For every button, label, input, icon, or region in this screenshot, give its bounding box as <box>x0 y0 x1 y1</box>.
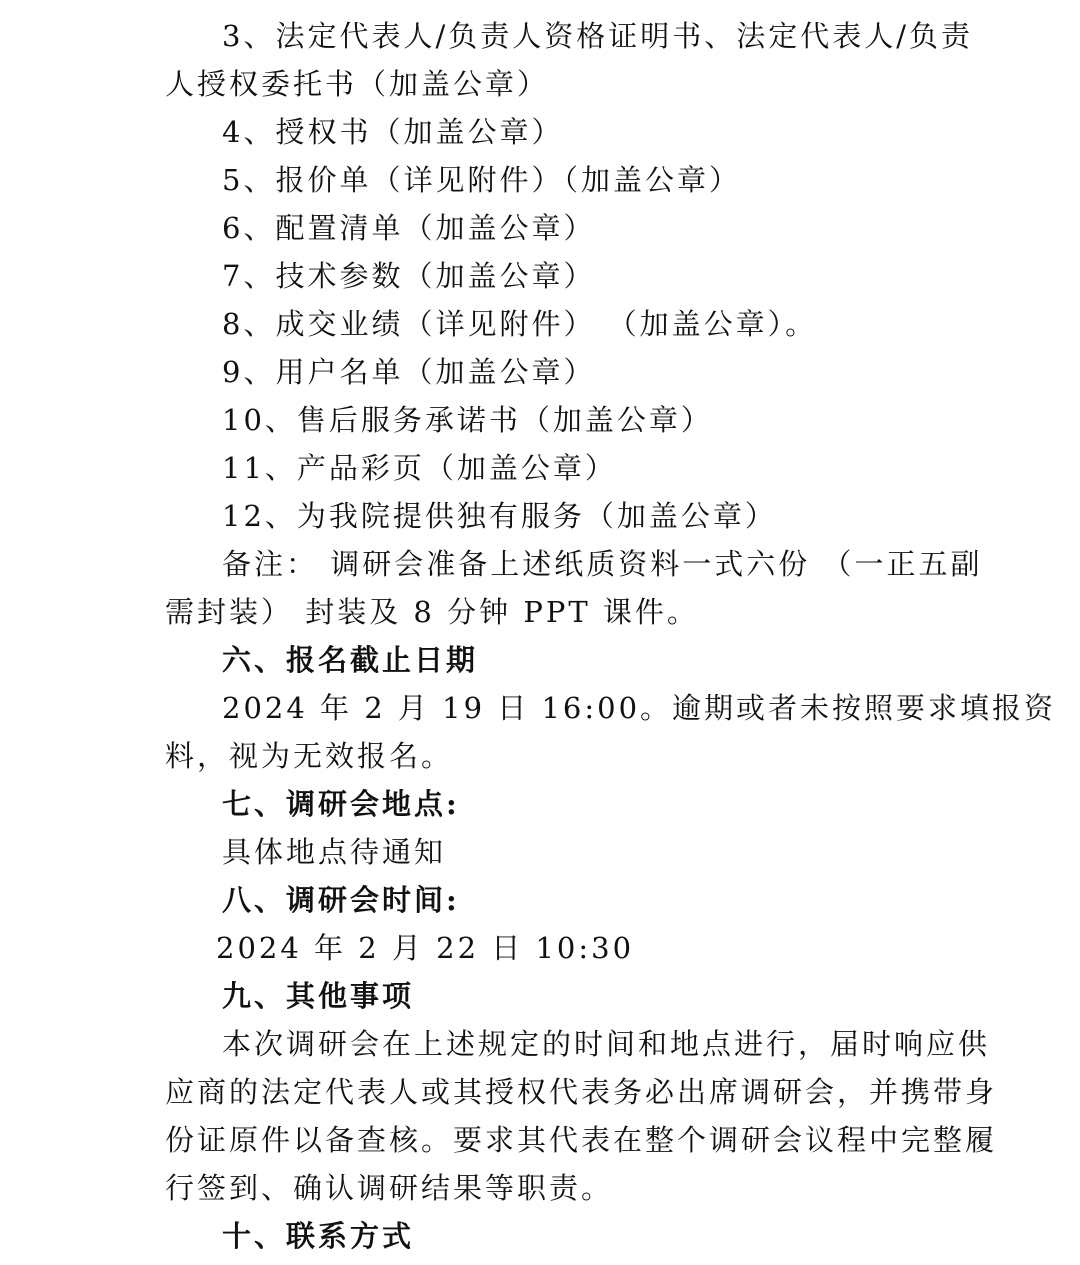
section-7-text: 具体地点待通知 <box>222 835 447 869</box>
section-9-line-4: 行签到、确认调研结果等职责。 <box>165 1171 614 1205</box>
note-line-1: 备注： 调研会准备上述纸质资料一式六份 （一正五副 <box>222 547 983 581</box>
list-item-6: 6、配置清单（加盖公章） <box>222 211 596 245</box>
list-item-10: 10、售后服务承诺书（加盖公章） <box>222 403 713 437</box>
list-item-12: 12、为我院提供独有服务（加盖公章） <box>222 499 777 533</box>
section-6-text-line-1: 2024 年 2 月 19 日 16:00。逾期或者未按照要求填报资 <box>222 691 1057 725</box>
list-item-9: 9、用户名单（加盖公章） <box>222 355 596 389</box>
section-8-text: 2024 年 2 月 22 日 10:30 <box>216 931 635 965</box>
section-6-heading: 六、报名截止日期 <box>222 643 479 677</box>
section-9-line-3: 份证原件以备查核。要求其代表在整个调研会议程中完整履 <box>165 1123 998 1157</box>
list-item-5: 5、报价单（详见附件）（加盖公章） <box>222 163 741 197</box>
list-item-11: 11、产品彩页（加盖公章） <box>222 451 617 485</box>
section-7-heading: 七、调研会地点: <box>222 787 460 821</box>
section-8-heading: 八、调研会时间: <box>222 883 460 917</box>
section-9-heading: 九、其他事项 <box>222 979 415 1013</box>
list-item-8: 8、成交业绩（详见附件） （加盖公章）。 <box>222 307 818 341</box>
section-9-line-1: 本次调研会在上述规定的时间和地点进行，届时响应供 <box>222 1027 991 1061</box>
list-item-3: 3、法定代表人/负责人资格证明书、法定代表人/负责 <box>222 19 973 53</box>
note-line-2: 需封装） 封装及 8 分钟 PPT 课件。 <box>165 595 699 629</box>
list-item-4: 4、授权书（加盖公章） <box>222 115 564 149</box>
section-10-heading: 十、联系方式 <box>222 1219 415 1253</box>
section-9-line-2: 应商的法定代表人或其授权代表务必出席调研会，并携带身 <box>165 1075 998 1109</box>
section-6-text-line-2: 料，视为无效报名。 <box>165 739 454 773</box>
list-item-3-continued: 人授权委托书（加盖公章） <box>165 67 550 101</box>
list-item-7: 7、技术参数（加盖公章） <box>222 259 596 293</box>
